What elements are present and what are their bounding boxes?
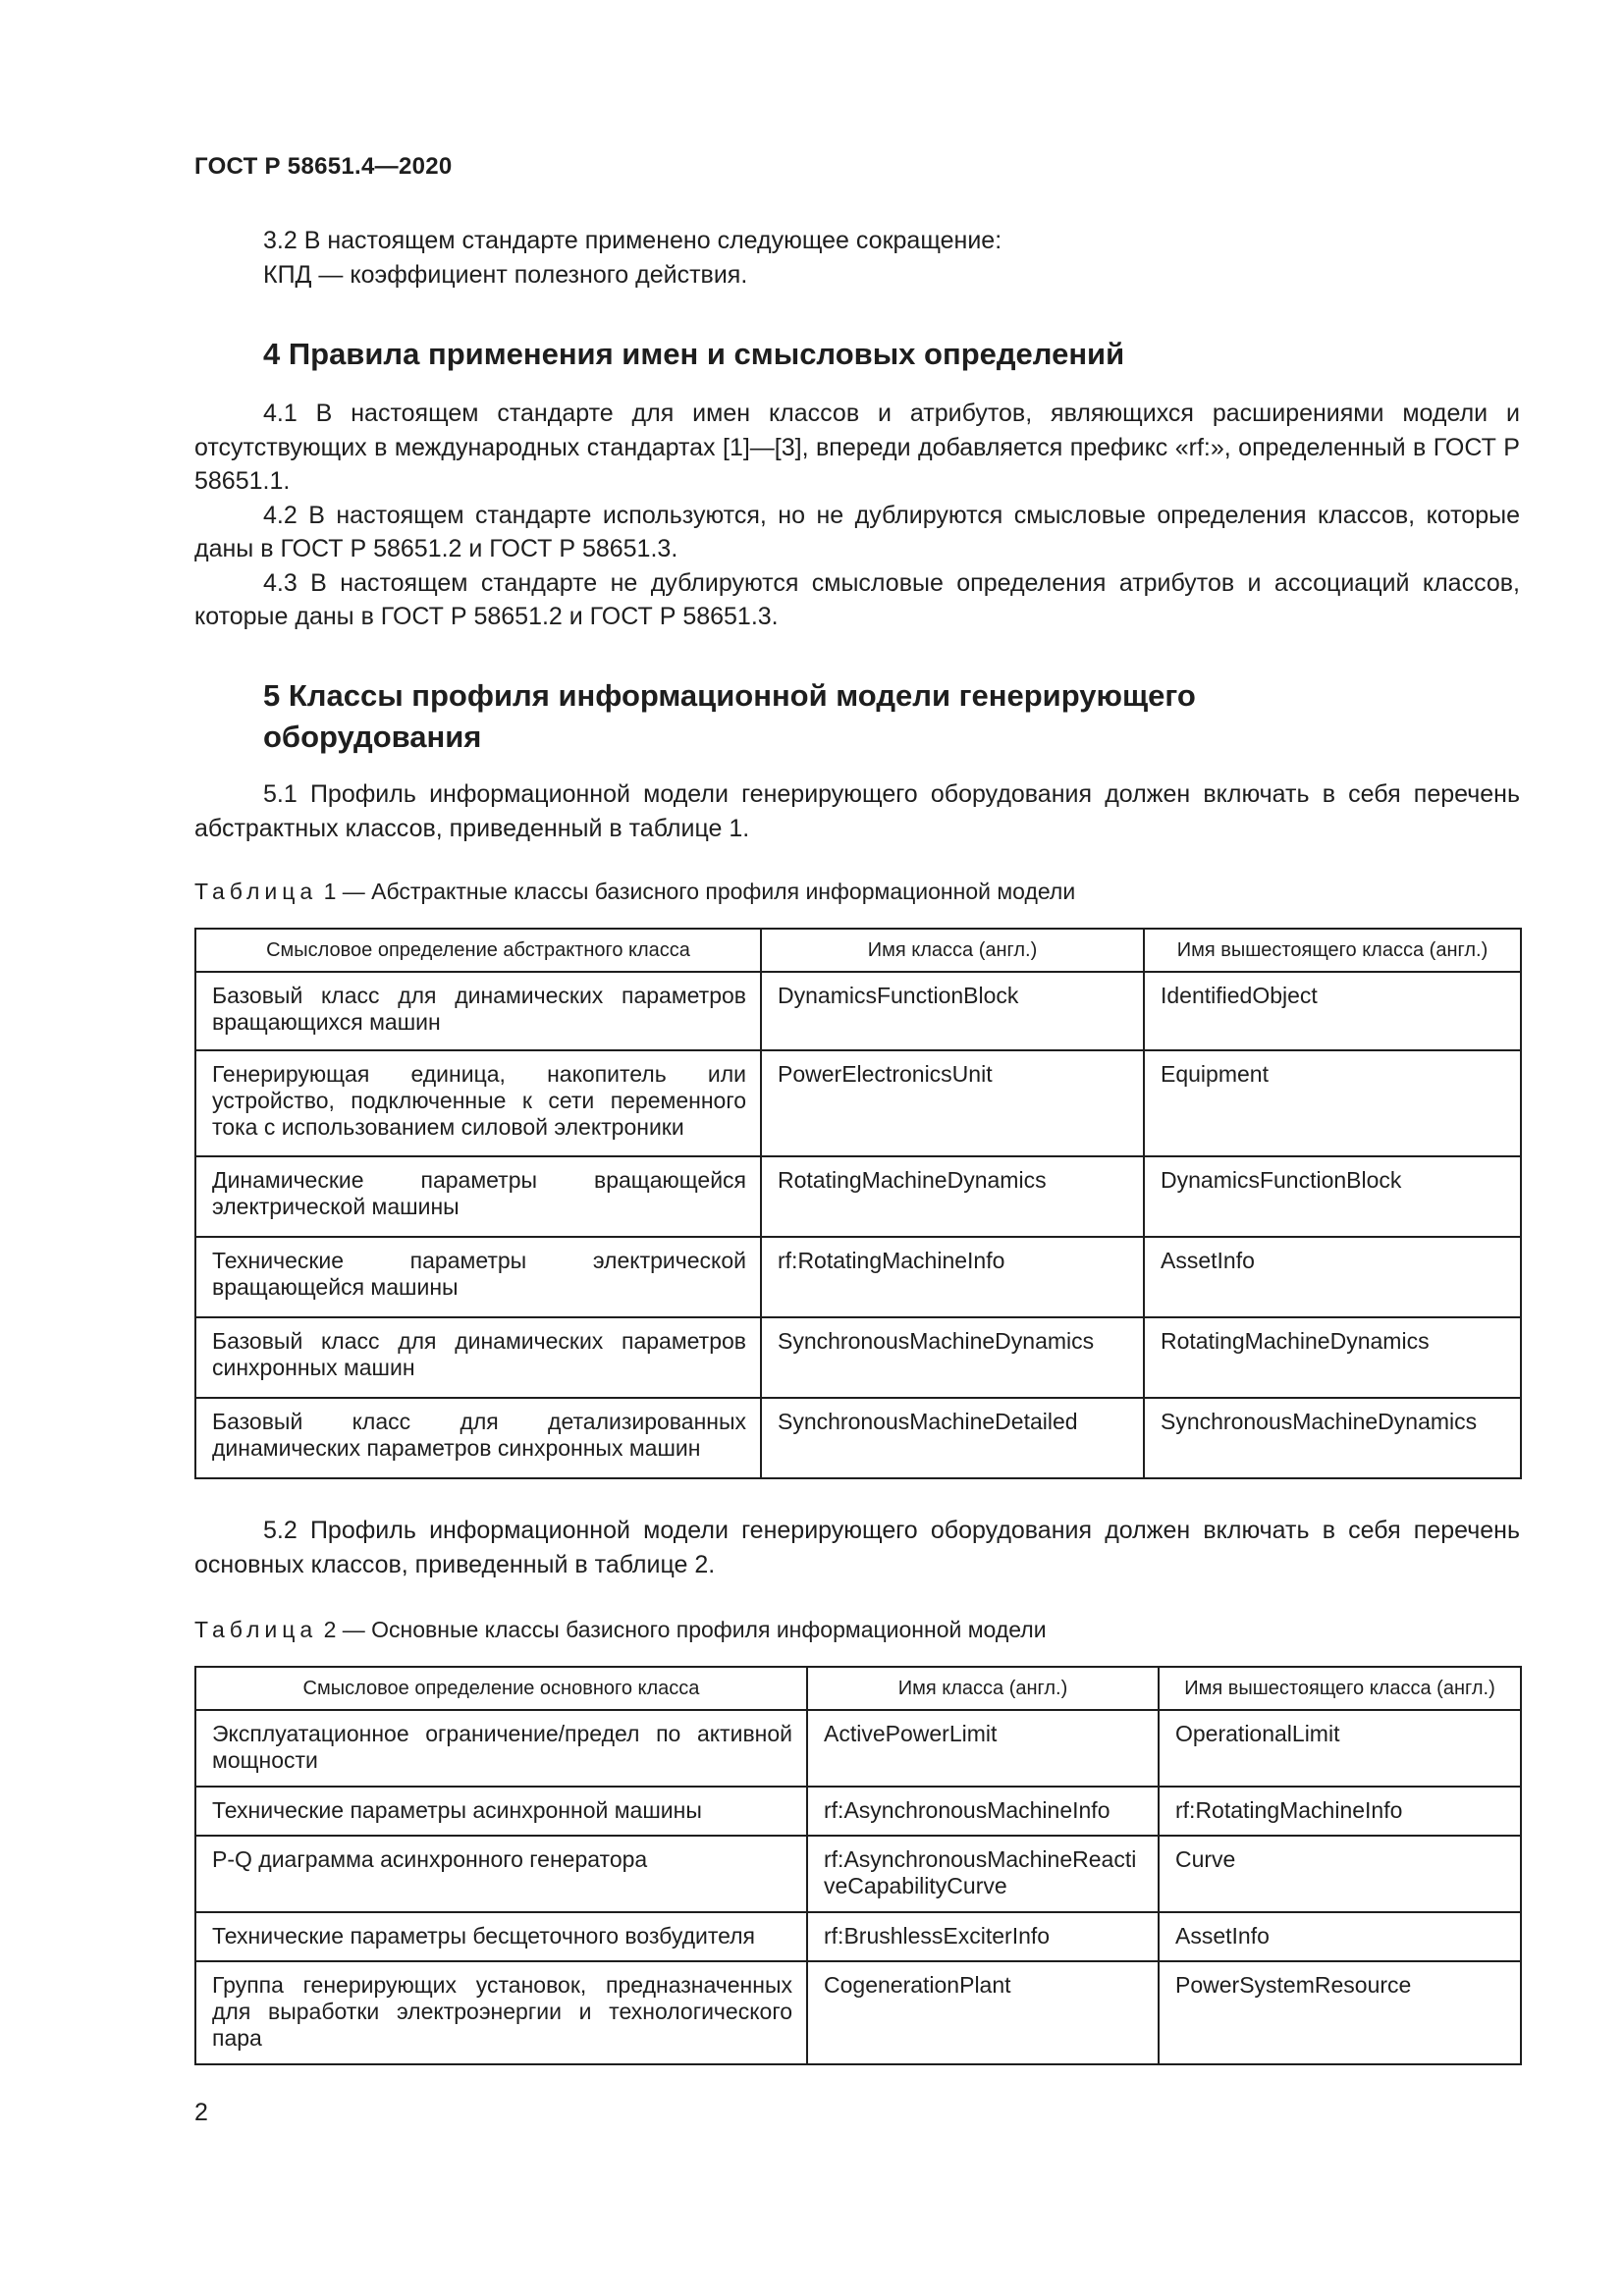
definition-cell: Группа генерирующих установок, предназначенных для выработки электроэнергии и технологического пара <box>195 1961 807 2064</box>
table-row <box>195 1710 1521 1787</box>
definition-cell: Базовый класс для детализированных динамических параметров синхронных машин <box>195 1398 761 1478</box>
parent-class-cell: AssetInfo <box>1144 1237 1521 1317</box>
page-number: 2 <box>194 2099 208 2126</box>
table-2-caption-title: 2 — Основные классы базисного профиля информационной модели <box>317 1617 1047 1642</box>
table-header-row <box>195 1667 1521 1710</box>
clause-4-2: 4.2 В настоящем стандарте используются, но не дублируются смысловые определения классов, которые даны в ГОСТ Р 58651.2 и ГОСТ Р 58651.3. <box>194 501 1520 562</box>
clause-5-2: 5.2 Профиль информационной модели генерирующего оборудования должен включать в себя перечень основных классов, приведенный в таблице 2. <box>194 1517 1520 1578</box>
class-name-cell: PowerElectronicsUnit <box>761 1050 1144 1156</box>
table-2 <box>194 1666 1522 2065</box>
abbreviation-kpd: КПД — коэффициент полезного действия. <box>263 260 748 289</box>
column-header: Смысловое определение основного класса <box>195 1667 807 1710</box>
parent-class-cell: OperationalLimit <box>1159 1710 1521 1787</box>
clause-4-3: 4.3 В настоящем стандарте не дублируются смысловые определения атрибутов и ассоциаций классов, которые даны в ГОСТ Р 58651.2 и ГОСТ Р 58651.3. <box>194 568 1520 630</box>
class-name-cell: rf:RotatingMachineInfo <box>761 1237 1144 1317</box>
table-row <box>195 1050 1521 1156</box>
section-5-heading-line1: 5 Классы профиля информационной модели генерирующего <box>263 678 1196 713</box>
definition-cell: Генерирующая единица, накопитель или устройство, подключенные к сети переменного тока с использованием силовой электроники <box>195 1050 761 1156</box>
clause-3-2-text: 3.2 В настоящем стандарте применено следующее сокращение: <box>263 227 1002 254</box>
class-name-cell: CogenerationPlant <box>807 1961 1159 2064</box>
document-code-header: ГОСТ Р 58651.4—2020 <box>194 153 453 180</box>
parent-class-cell: RotatingMachineDynamics <box>1144 1317 1521 1398</box>
definition-cell: Базовый класс для динамических параметров синхронных машин <box>195 1317 761 1398</box>
parent-class-cell: IdentifiedObject <box>1144 972 1521 1050</box>
column-header: Имя вышестоящего класса (англ.) <box>1159 1667 1521 1710</box>
clause-5-1: 5.1 Профиль информационной модели генерирующего оборудования должен включать в себя перечень абстрактных классов, приведенный в таблице 1. <box>194 780 1520 842</box>
parent-class-cell: DynamicsFunctionBlock <box>1144 1156 1521 1237</box>
class-name-cell: rf:AsynchronousMachineInfo <box>807 1787 1159 1836</box>
parent-class-cell: Curve <box>1159 1836 1521 1912</box>
column-header: Смысловое определение абстрактного класса <box>195 929 761 972</box>
class-name-cell: DynamicsFunctionBlock <box>761 972 1144 1050</box>
parent-class-cell: SynchronousMachineDynamics <box>1144 1398 1521 1478</box>
definition-cell: P-Q диаграмма асинхронного генератора <box>195 1836 807 1912</box>
table-2-caption-word: Таблица <box>194 1617 318 1642</box>
table-1 <box>194 928 1522 1479</box>
clause-3-2 <box>194 224 1520 292</box>
section-4-body <box>194 397 1520 634</box>
class-name-cell: RotatingMachineDynamics <box>761 1156 1144 1237</box>
class-name-cell: rf:AsynchronousMachineReactiveCapabilityCurve <box>807 1836 1159 1912</box>
clause-4-1: 4.1 В настоящем стандарте для имен классов и атрибутов, являющихся расширениями модели и отсутствующих в международных стандартах [1]—[3], впереди добавляется префикс «rf:», определенный в ГОСТ Р 58651.1. <box>194 400 1520 495</box>
table-1-caption <box>194 879 1075 905</box>
table-row <box>195 1398 1521 1478</box>
section-5-heading <box>263 675 1441 758</box>
section-5-heading-line2: оборудования <box>263 720 482 754</box>
table-header-row <box>195 929 1521 972</box>
column-header: Имя класса (англ.) <box>761 929 1144 972</box>
table-row <box>195 1787 1521 1836</box>
parent-class-cell: rf:RotatingMachineInfo <box>1159 1787 1521 1836</box>
table-row <box>195 1961 1521 2064</box>
definition-cell: Технические параметры асинхронной машины <box>195 1787 807 1836</box>
definition-cell: Технические параметры электрической вращающейся машины <box>195 1237 761 1317</box>
parent-class-cell: PowerSystemResource <box>1159 1961 1521 2064</box>
section-4-heading: 4 Правила применения имен и смысловых определений <box>263 337 1125 371</box>
column-header: Имя вышестоящего класса (англ.) <box>1144 929 1521 972</box>
table-1-caption-title: 1 — Абстрактные классы базисного профиля информационной модели <box>317 879 1076 904</box>
table-row <box>195 1912 1521 1961</box>
parent-class-cell: AssetInfo <box>1159 1912 1521 1961</box>
definition-cell: Эксплуатационное ограничение/предел по активной мощности <box>195 1710 807 1787</box>
table-2-caption <box>194 1617 1047 1643</box>
table-1-caption-word: Таблица <box>194 879 318 904</box>
table-row <box>195 1836 1521 1912</box>
table-row <box>195 1317 1521 1398</box>
table-row <box>195 1237 1521 1317</box>
class-name-cell: SynchronousMachineDetailed <box>761 1398 1144 1478</box>
table-row <box>195 1156 1521 1237</box>
class-name-cell: SynchronousMachineDynamics <box>761 1317 1144 1398</box>
definition-cell: Базовый класс для динамических параметров вращающихся машин <box>195 972 761 1050</box>
column-header: Имя класса (англ.) <box>807 1667 1159 1710</box>
parent-class-cell: Equipment <box>1144 1050 1521 1156</box>
class-name-cell: rf:BrushlessExciterInfo <box>807 1912 1159 1961</box>
table-row <box>195 972 1521 1050</box>
definition-cell: Технические параметры бесщеточного возбудителя <box>195 1912 807 1961</box>
definition-cell: Динамические параметры вращающейся электрической машины <box>195 1156 761 1237</box>
class-name-cell: ActivePowerLimit <box>807 1710 1159 1787</box>
